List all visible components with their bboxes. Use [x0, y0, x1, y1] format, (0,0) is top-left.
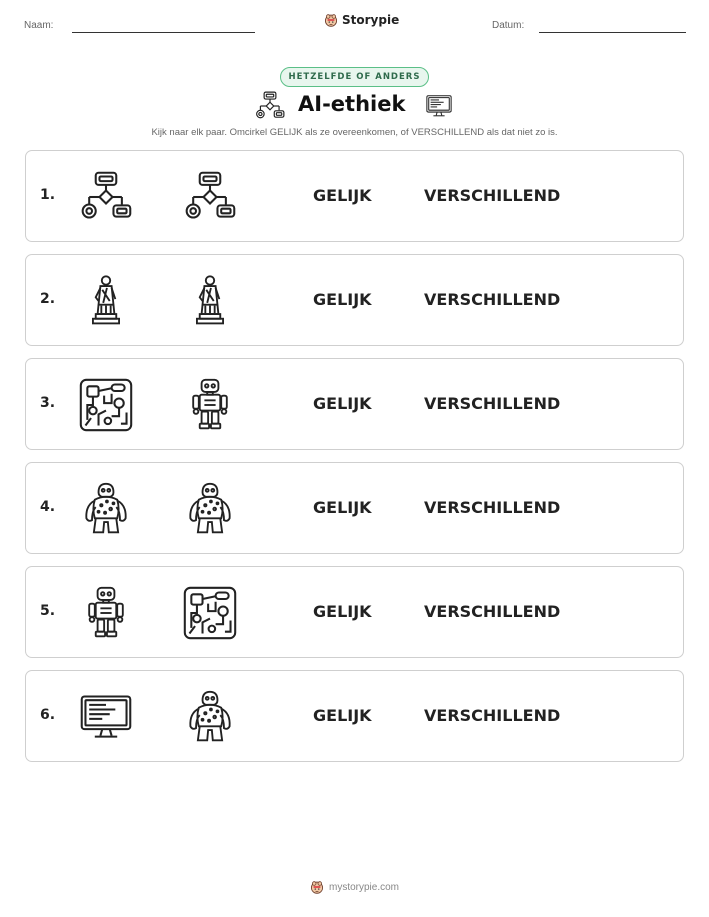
question-row — [25, 150, 684, 242]
name-label: Naam: — [24, 20, 54, 31]
option-same[interactable]: GELIJK — [313, 498, 372, 517]
instructions: Kijk naar elk paar. Omcirkel GELIJK als ze overeenkomen, of VERSCHILLEND als dat niet zo is. — [151, 127, 558, 138]
question-row — [25, 254, 684, 346]
footer-url[interactable]: mystorypie.com — [328, 881, 399, 893]
option-different[interactable]: VERSCHILLEND — [424, 290, 561, 309]
question-row — [25, 670, 684, 762]
name-line[interactable] — [72, 32, 255, 33]
golem-icon — [182, 689, 238, 745]
question-number: 2. — [40, 291, 56, 307]
circuit-icon — [182, 585, 238, 641]
circuit-icon — [78, 377, 134, 433]
robot-icon — [182, 377, 238, 433]
statue-icon — [182, 273, 238, 329]
brand-name: Storypie — [342, 13, 400, 27]
golem-icon — [182, 481, 238, 537]
activity-badge: HETZELFDE OF ANDERS — [280, 67, 429, 87]
question-number: 6. — [40, 707, 56, 723]
option-same[interactable]: GELIJK — [313, 394, 372, 413]
question-number: 5. — [40, 603, 56, 619]
option-different[interactable]: VERSCHILLEND — [424, 706, 561, 725]
option-different[interactable]: VERSCHILLEND — [424, 602, 561, 621]
golem-icon — [78, 481, 134, 537]
storypie-logo-icon — [324, 13, 338, 27]
question-number: 3. — [40, 395, 56, 411]
option-same[interactable]: GELIJK — [313, 186, 372, 205]
option-same[interactable]: GELIJK — [313, 290, 372, 309]
computer-monitor-icon — [78, 689, 134, 745]
option-different[interactable]: VERSCHILLEND — [424, 186, 561, 205]
flowchart-icon — [78, 169, 134, 225]
page-title: AI-ethiek — [298, 92, 406, 116]
question-number: 1. — [40, 187, 56, 203]
option-same[interactable]: GELIJK — [313, 706, 372, 725]
date-line[interactable] — [539, 32, 686, 33]
date-label: Datum: — [492, 20, 525, 31]
computer-monitor-icon — [425, 92, 453, 120]
flowchart-icon — [254, 90, 286, 122]
flowchart-icon — [182, 169, 238, 225]
question-number: 4. — [40, 499, 56, 515]
robot-icon — [78, 585, 134, 641]
footer — [0, 880, 709, 894]
question-row — [25, 566, 684, 658]
option-different[interactable]: VERSCHILLEND — [424, 498, 561, 517]
storypie-logo-icon — [310, 880, 324, 894]
option-same[interactable]: GELIJK — [313, 602, 372, 621]
question-row — [25, 462, 684, 554]
statue-icon — [78, 273, 134, 329]
option-different[interactable]: VERSCHILLEND — [424, 394, 561, 413]
brand-logo — [324, 13, 399, 27]
question-row — [25, 358, 684, 450]
